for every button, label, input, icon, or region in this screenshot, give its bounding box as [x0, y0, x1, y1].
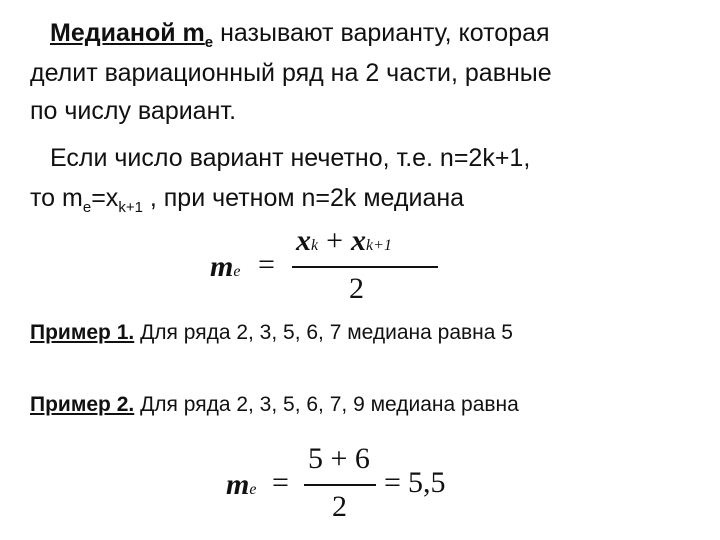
- example-formula-result: 5,5: [408, 466, 446, 499]
- definition-line-3: по числу вариант.: [30, 97, 237, 125]
- formula-numerator: xk + xk+1: [296, 224, 392, 257]
- median-even-formula: [210, 224, 440, 308]
- example-formula-lhs: me: [226, 468, 257, 501]
- formula-equals: =: [258, 248, 275, 281]
- odd-case-formula-line: то $m_e=x_{k+1}$ , при четном n=2k медиана: [30, 184, 465, 216]
- example-2-label: Пример 2.: [30, 393, 135, 416]
- formula-denominator: 2: [349, 272, 364, 305]
- example-fraction-bar: [304, 484, 376, 486]
- fraction-bar: [292, 266, 438, 268]
- median-term: Медианой $m_e$: [50, 19, 214, 51]
- example-2: [30, 392, 519, 418]
- example-1-text: Для ряда 2, 3, 5, 6, 7 медиана равна 5: [134, 321, 513, 344]
- median-term-subscript: e: [204, 34, 214, 51]
- xk1-subscript: k+1: [118, 199, 143, 216]
- definition-line-1: [50, 18, 550, 52]
- me-subscript: e: [82, 199, 92, 216]
- example-formula-equals-2: =: [384, 466, 401, 499]
- example-formula-equals: =: [272, 466, 289, 499]
- example-2-formula: [226, 442, 456, 526]
- example-formula-numerator: 5 + 6: [308, 442, 370, 475]
- definition-line-2: делит вариационный ряд на 2 части, равные: [30, 59, 552, 87]
- example-2-text: Для ряда 2, 3, 5, 6, 7, 9 медиана равна: [134, 393, 519, 416]
- example-formula-denominator: 2: [332, 490, 347, 523]
- example-1: [30, 320, 513, 346]
- definition-text-1: называют варианту, которая: [213, 19, 550, 47]
- odd-case-line: Если число вариант нечетно, т.е. n=2k+1,: [50, 144, 531, 172]
- example-1-label: Пример 1.: [30, 321, 135, 344]
- formula-lhs: me: [210, 250, 241, 283]
